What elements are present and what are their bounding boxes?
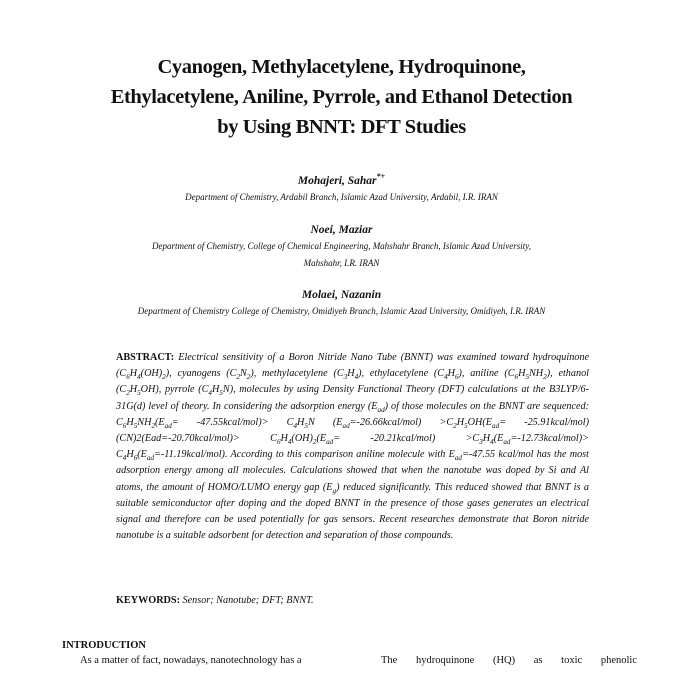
title-line-3: by Using BNNT: DFT Studies (217, 116, 466, 138)
abstract-label: ABSTRACT: (116, 352, 175, 363)
author-block-3 (80, 287, 603, 320)
paper-title (60, 52, 623, 142)
author-name: Mohajeri, Sahar*+ (297, 172, 386, 187)
author-affiliation: Department of Chemistry, Ardabil Branch, Islamic Azad University, Ardabil, I.R. IRAN (185, 192, 498, 202)
introduction-heading: INTRODUCTION (62, 640, 147, 651)
author-affiliation: Mahshahr, I.R. IRAN (303, 258, 380, 268)
title-line-2: Ethylacetylene, Aniline, Pyrrole, and Ethanol Detection (110, 86, 573, 108)
title-line-1: Cyanogen, Methylacetylene, Hydroquinone, (157, 56, 526, 78)
intro-right-column: The hydroquinone (HQ) as toxic phenolic (381, 655, 637, 666)
author-block-2 (80, 222, 603, 272)
author-block-1 (80, 173, 603, 206)
author-name: Molaei, Nazanin (301, 289, 382, 301)
author-affiliation: Department of Chemistry, College of Chemical Engineering, Mahshahr Branch, Islamic Azad University, (151, 241, 532, 251)
abstract: ABSTRACT: Electrical sensitivity of a Boron Nitride Nano Tube (BNNT) was examined toward hydroquinone $(C_6H_4(OH)_2)$, cyanogens $(C_2N_2)$, methylacetylene $(C_3H_4)$, ethylacetylene $(C_4H_6)$, aniline $(C_6H_5NH_2)$, ethanol $(C_2H_5OH)$, pyrrole $(C_4H_5N)$, molecules by using Density Functional Theory (DFT) calculations at the B3LYP/6-31G(d) level of theory. In considering the adsorption energy $(E_{ad})$ of those molecules on the BNNT are sequenced: $C_6H_5NH_2(E_{ad}=$ -47.55kcal/mol)> $C_4H_5N$ $(E_{ad}=-26.66kcal/mol) >C_2H_5OH(E_{ad}=$ -25.91kcal/mol) (CN)2(Ead=-20.70kcal/mol)> $C_6H_4(OH)_2(E_{ad}=$ -20.21kcal/mol) $>C_3H_4(E_{ad}=-12.73kcal/mol)>$ $C_4H_6(E_{ad}=-11.19kcal/mol)$. According to this comparison aniline molecule with $E_{ad}=-47.55$ kcal/mol has the most adsorption energy among all molecules. Calculations showed that when the nanotube was doped by Si and Al atoms, the amount of HOMO/LUMO energy gap $(E_g)$ reduced significantly. This reduced showed that BNNT is a suitable semiconductor after doping and the doped BNNT in the presence of those gases generates an electrical signal and therefore can be used potentially for gas sensors. Recent researches demonstrate that Boron nitride nanotube is a suitable adsorbent for detection and separation of those compounds. (116, 352, 590, 542)
keywords-text: Sensor; Nanotube; DFT; BNNT. (182, 595, 314, 606)
author-name: Noei, Maziar (310, 224, 373, 236)
intro-left-column: As a matter of fact, nowadays, nanotechnology has a (80, 655, 302, 666)
author-affiliation: Department of Chemistry College of Chemistry, Omidiyeh Branch, Islamic Azad University, Omidiyeh, I.R. IRAN (137, 306, 546, 316)
keywords (116, 594, 589, 608)
keywords-label: KEYWORDS: (116, 595, 180, 606)
